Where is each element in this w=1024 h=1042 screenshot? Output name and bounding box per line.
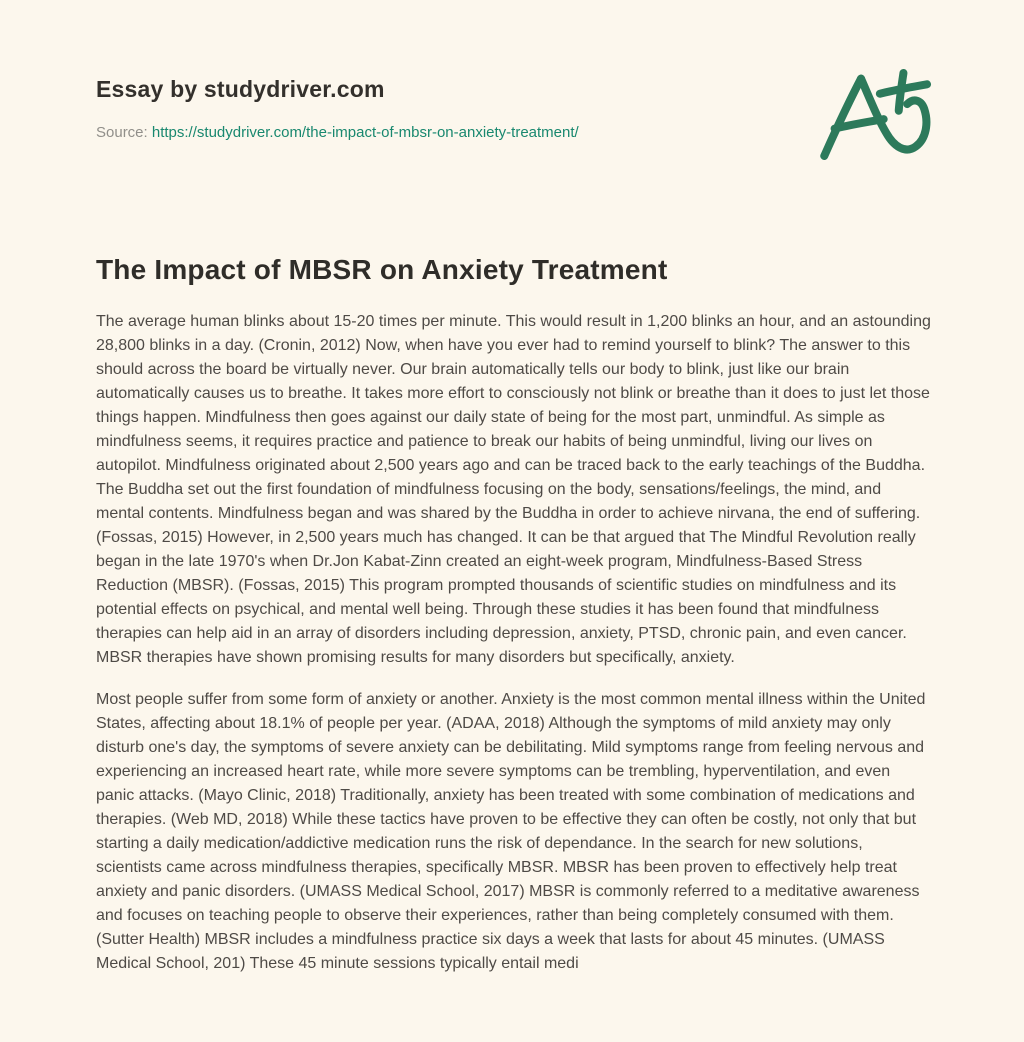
essay-paragraph: Most people suffer from some form of anxiety or another. Anxiety is the most common mental illness within the United States, affecting about 18.1% of people per year. (ADAA, 2018) Although the symptoms of mild anxiety may only disturb one's day, the symptoms of severe anxiety can be debilitating. Mild symptoms range from feeling nervous and experiencing an increased heart rate, while more severe symptoms can be trembling, hyperventilation, and even panic attacks. (Mayo Clinic, 2018) Traditionally, anxiety has been treated with some combination of medications and therapies. (Web MD, 2018) While these tactics have proven to be effective they can often be costly, not only that but starting a daily medication/addictive medication runs the risk of dependance. In the search for new solutions, scientists came across mindfulness therapies, specifically MBSR. MBSR has been proven to effectively help treat anxiety and panic disorders. (UMASS Medical School, 2017) MBSR is commonly referred to a meditative awareness and focuses on teaching people to observe their experiences, rather than being completely consumed with them. (Sutter Health) MBSR includes a mindfulness practice six days a week that lasts for about 45 minutes. (UMASS Medical School, 201) These 45 minute sessions typically entail medi <box>96 691 926 972</box>
source-label: Source: <box>96 124 148 141</box>
essay-title: The Impact of MBSR on Anxiety Treatment <box>96 254 668 285</box>
page-title: Essay by studydriver.com <box>96 76 385 102</box>
source-line <box>96 124 579 141</box>
essay-body <box>96 310 932 994</box>
essay-paragraph: The average human blinks about 15-20 times per minute. This would result in 1,200 blinks an hour, and an astounding 28,800 blinks in a day. (Cronin, 2012) Now, when have you ever had to remind yourself to blink? The answer to this should across the board be virtually never. Our brain automatically tells our body to blink, just like our brain automatically causes us to breathe. It takes more effort to consciously not blink or breathe than it does to just let those things happen. Mindfulness then goes against our daily state of being for the most part, unmindful. As simple as mindfulness seems, it requires practice and patience to break our habits of being unmindful, living our lives on autopilot. Mindfulness originated about 2,500 years ago and can be traced back to the early teachings of the Buddha. The Buddha set out the first foundation of mindfulness focusing on the body, sensations/feelings, the mind, and mental contents. Mindfulness began and was shared by the Buddha in order to achieve nirvana, the end of suffering. (Fossas, 2015) However, in 2,500 years much has changed. It can be that argued that The Mindful Revolution really began in the late 1970's when Dr.Jon Kabat-Zinn created an eight-week program, Mindfulness-Based Stress Reduction (MBSR). (Fossas, 2015) This program prompted thousands of scientific studies on mindfulness and its potential effects on psychical, and mental well being. Through these studies it has been found that mindfulness therapies can help aid in an array of disorders including depression, anxiety, PTSD, chronic pain, and even cancer. MBSR therapies have shown promising results for many disorders but specifically, anxiety. <box>96 313 931 666</box>
a-plus-logo <box>812 62 944 166</box>
source-link[interactable]: https://studydriver.com/the-impact-of-mbsr-on-anxiety-treatment/ <box>151 124 579 141</box>
